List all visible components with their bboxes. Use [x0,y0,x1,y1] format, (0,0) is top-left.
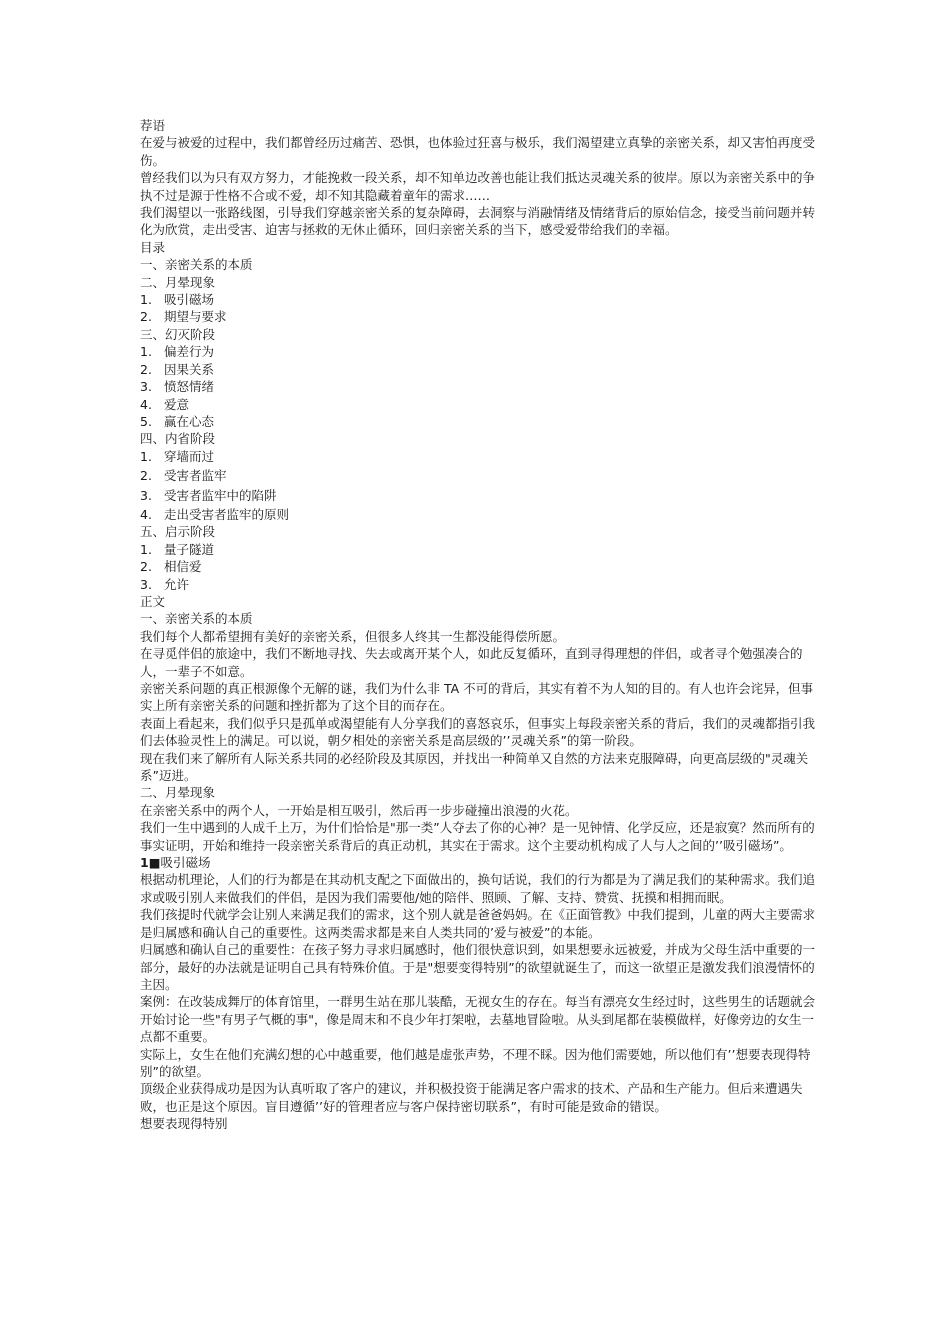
body-paragraph: 我们一生中遇到的人成千上万，为什们恰恰是"那一类”人夺去了你的心神？是一见钟情、化学反应，还是寂寞？然而所有的事实证明，开始和维持一段亲密关系背后的真正动机，其实在于需求。这个主要动机构成了人与人之间的’’吸引磁场”。 [140,820,815,853]
body-paragraph: 亲密关系问题的真正根源像个无解的谜，我们为什么非 TA 不可的背后，其实有着不为人知的目的。有人也许会诧异，但事实上所有亲密关系的问题和挫折都为了这个目的而存在。 [140,681,814,714]
toc-item-label: 吸引磁场 [164,292,215,308]
toc-section-5: 五、启示阶段 [140,524,216,540]
body-paragraph: 想要表现得特别 [140,1116,228,1132]
toc-item [140,291,822,308]
preface-paragraph: 曾经我们以为只有双方努力，才能挽救一段关系，却不知单边改善也能让我们抵达灵魂关系的彼岸。原以为亲密关系中的争执不过是源于性格不合或不爱，却不知其隐藏着童年的需求…… [140,170,816,203]
toc-item [140,413,822,430]
subsection-number: 1■ [140,855,161,871]
body-paragraph: 顶级企业获得成功是因为认真听取了客户的建议，并积极投资于能满足客户需求的技术、产品和生产能力。但后来遭遇失败，也正是这个原因。盲目遵循’’好的管理者应与客户保持密切联系”，有时可能是致命的错误。 [140,1081,803,1114]
subsection-title: 吸引磁场 [160,855,211,871]
body-paragraph: 归属感和确认自己的重要性：在孩子努力寻求归属感时，他们很快意识到，如果想要永远被爱，并成为父母生活中重要的一部分，最好的办法就是证明自己具有特殊价值。于是"想要变得特别”的欲望就诞生了，而这一欲望正是激发我们浪漫情怀的主因。 [140,942,816,992]
toc-item-label: 爱意 [164,396,190,412]
toc-item-label: 受害者监牢中的陷阱 [164,487,277,503]
body-paragraph: 案例：在改装成舞厅的体育馆里，一群男生站在那儿装酷，无视女生的存在。每当有漂亮女生经过时，这些男生的话题就会开始讨论一些"有男子气概的事"，像是周末和不良少年打架啦，去墓地冒险啦。从头到尾都在装模做样，好像旁边的女生一点都不重要。 [140,994,816,1045]
toc-item-label: 受害者监牢 [164,468,227,484]
toc-item-number: 1. [140,292,152,308]
toc-item-number: 3. [140,576,152,592]
toc-item-number: 4. [140,396,152,412]
toc-item [140,558,822,575]
toc-item [140,541,822,558]
toc-item-number: 2. [140,559,152,575]
subsection-heading [140,854,822,871]
toc-item-number: 3. [140,487,152,503]
body-paragraph: 根据动机理论，人们的行为都是在其动机支配之下面做出的，换句话说，我们的行为都是为了满足我们的某种需求。我们追求或吸引别人来做我们的伴侣，是因为我们需要他/她的陪伴、照顾、了解、支持、赞赏、抚摸和相拥而眠。 [140,872,816,905]
body-paragraph: 在寻觅伴侣的旅途中，我们不断地寻找、失去或离开某个人，如此反复循环，直到寻得理想的伴侣，或者寻个勉强凑合的人，一辈子不如意。 [140,646,803,679]
toc-item [140,396,822,413]
toc-item-number: 1. [140,448,152,464]
toc-item-number: 2. [140,309,152,325]
body-paragraph: 现在我们来了解所有人际关系共同的必经阶段及其原因，并找出一种简单又自然的方法来克服障碍，向更高层级的"灵魂关系”迈进。 [140,750,809,784]
body-paragraph: 在亲密关系中的两个人，一开始是相互吸引，然后再一步步碰撞出浪漫的火花。 [140,802,578,818]
preface-paragraph: 在爱与被爱的过程中，我们都曾经历过痛苦、恐惧，也体验过狂喜与极乐，我们渴望建立真挚的亲密关系，却又害怕再度受伤。 [140,135,816,168]
toc-item [140,308,822,325]
toc-item-label: 量子隧道 [164,541,215,557]
toc-item-label: 偏差行为 [164,344,215,360]
toc-item-label: 因果关系 [164,361,215,377]
document-page [140,117,822,1133]
toc-item [140,487,822,504]
preface-title: 荐语 [140,118,166,133]
toc-item-label: 允许 [164,576,190,592]
toc-item-number: 3. [140,379,152,395]
toc-section-3: 三、幻灭阶段 [140,326,216,342]
toc-item-number: 4. [140,506,152,522]
section-heading: 一、亲密关系的本质 [140,611,253,627]
toc-item-label: 愤怒情绪 [164,379,215,395]
toc-item-number: 2. [140,468,152,484]
toc-item-label: 穿墙而过 [164,448,215,464]
body-title: 正文 [140,593,166,609]
toc-item [140,576,822,593]
toc-item-label: 期望与要求 [164,309,227,325]
toc-item-number: 2. [140,361,152,377]
toc-item-label: 相信爱 [164,559,202,575]
toc-title: 目录 [140,239,166,255]
toc-item [140,361,822,378]
section-heading: 二、月晕现象 [140,785,216,801]
toc-item-label: 赢在心态 [164,413,215,429]
toc-item-label: 走出受害者监牢的原则 [164,506,290,522]
body-paragraph: 我们孩提时代就学会让别人来满足我们的需求，这个别人就是爸爸妈妈。在《正面管教》中我们提到，儿童的两大主要需求是归属感和确认自己的重要性。这两类需求都是来自人类共同的’爱与被爱”的本能。 [140,907,816,940]
toc-item-number: 1. [140,541,152,557]
toc-item [140,506,822,523]
body-paragraph: 表面上看起来，我们似乎只是孤单或渴望能有人分享我们的喜怒哀乐，但事实上每段亲密关系的背后，我们的灵魂都指引我们去体验灵性上的满足。可以说，朝夕相处的亲密关系是高层级的’’灵魂关系”的第一阶段。 [140,715,816,749]
toc-item [140,378,822,395]
toc-item [140,343,822,360]
toc-section-2: 二、月晕现象 [140,274,216,290]
preface-paragraph: 我们渴望以一张路线图，引导我们穿越亲密关系的复杂障碍，去洞察与消融情绪及情绪背后的原始信念，接受当前问题并转化为欣赏，走出受害、迫害与拯救的无休止循环，回归亲密关系的当下，感受爱带给我们的幸福。 [140,205,816,238]
body-paragraph: 我们每个人都希望拥有美好的亲密关系，但很多人终其一生都没能得偿所愿。 [140,628,566,644]
toc-item-number: 1. [140,344,152,360]
toc-item [140,467,822,484]
toc-section-1: 一、亲密关系的本质 [140,257,253,273]
toc-item-number: 5. [140,413,152,429]
body-paragraph: 实际上，女生在他们充满幻想的心中越重要，他们越是虚张声势，不理不睬。因为他们需要她，所以他们有’’想要表现得特别”的欲望。 [140,1046,811,1079]
toc-item [140,448,822,465]
toc-section-4: 四、内省阶段 [140,431,216,447]
